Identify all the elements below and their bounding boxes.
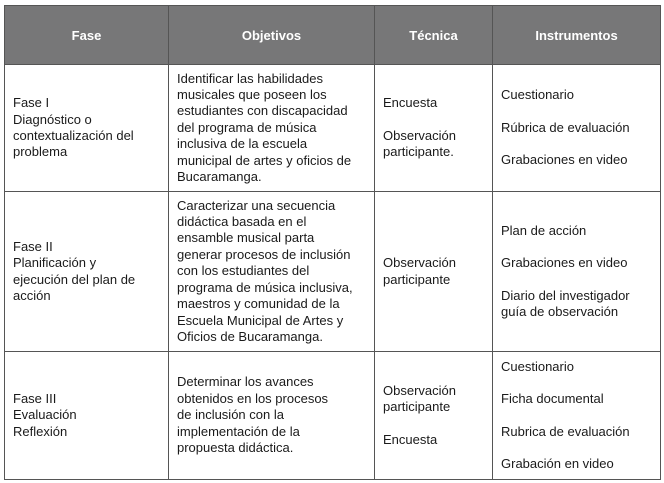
instrumento-line: Ficha documental [501, 391, 604, 407]
tecnica-cell [375, 192, 493, 352]
instrumento-item [501, 288, 652, 321]
fase-line: acción [13, 287, 51, 303]
fase-cell [5, 352, 169, 480]
instrumento-item [501, 87, 652, 103]
objetivo-line: implementación de la [177, 423, 300, 439]
fase-line: contextualización del [13, 128, 134, 143]
fase-line: Evaluación [13, 407, 77, 423]
fase-line: problema [13, 144, 68, 160]
tecnica-line: Observación [383, 382, 456, 398]
fase-line: Fase III [13, 390, 57, 406]
objetivos-cell [169, 65, 375, 192]
tecnica-line: Observación [383, 127, 456, 143]
tecnica-item [383, 432, 484, 448]
instrumento-line: Grabaciones en video [501, 152, 628, 168]
tecnica-item [383, 128, 484, 161]
objetivo-line: programa de música inclusiva, [177, 279, 353, 295]
objetivo-line: municipal de artes y oficios de [177, 152, 352, 168]
instrumento-item [501, 223, 652, 239]
objetivo-line: maestros y comunidad de la [177, 296, 340, 312]
instrumento-line: Rúbrica de evaluación [501, 119, 630, 135]
fase-line: Diagnóstico o [13, 111, 92, 127]
tecnica-line: participante. [383, 144, 454, 160]
instrumento-item [501, 255, 652, 271]
objetivo-line: musicales que poseen los [177, 86, 327, 102]
tecnica-cell [375, 65, 493, 192]
instrumentos-cell [493, 65, 661, 192]
instrumento-line: Plan de acción [501, 222, 587, 238]
instrumento-item [501, 359, 652, 375]
header-objetivos: Objetivos [169, 6, 375, 65]
objetivo-line: inclusiva de la escuela [177, 136, 308, 152]
instrumento-item [501, 456, 652, 472]
instrumento-line: Grabación en video [501, 455, 614, 471]
methodology-table [4, 5, 661, 480]
objetivos-cell [169, 352, 375, 480]
instrumento-item [501, 152, 652, 168]
fase-line: ejecución del plan de [13, 271, 136, 287]
table-row [5, 65, 661, 192]
instrumento-line: Cuestionario [501, 358, 574, 374]
objetivo-line: Determinar los avances [177, 374, 314, 390]
tecnica-item [383, 95, 484, 111]
fase-line: Fase I [13, 95, 50, 111]
instrumento-line: Cuestionario [501, 87, 574, 103]
instrumento-line: Grabaciones en video [501, 255, 628, 271]
tecnica-cell [375, 352, 493, 480]
fase-cell [5, 65, 169, 192]
header-row [5, 6, 661, 65]
objetivo-line: generar procesos de inclusión [177, 246, 351, 262]
tecnica-item [383, 255, 484, 288]
fase-cell [5, 192, 169, 352]
objetivo-line: ensamble musical parta [177, 230, 315, 246]
objetivos-cell [169, 192, 375, 352]
instrumento-item [501, 391, 652, 407]
instrumento-line: guía de observación [501, 303, 619, 319]
table-row [5, 352, 661, 480]
objetivo-line: Bucaramanga. [177, 169, 262, 185]
instrumento-line: Rubrica de evaluación [501, 423, 630, 439]
instrumento-line: Diario del investigador [501, 287, 630, 303]
header-fase: Fase [5, 6, 169, 65]
objetivo-line: de inclusión con la [177, 407, 284, 423]
methodology-table-container [4, 5, 660, 480]
objetivo-line: Caracterizar una secuencia [177, 197, 336, 213]
tecnica-line: participante [383, 399, 451, 415]
instrumento-item [501, 424, 652, 440]
fase-line: Planificación y [13, 255, 97, 271]
table-row [5, 192, 661, 352]
objetivo-line: didáctica basada en el [177, 214, 307, 230]
objetivo-line: propuesta didáctica. [177, 440, 294, 456]
fase-line: Reflexión [13, 423, 68, 439]
header-tecnica: Técnica [375, 6, 493, 65]
objetivo-line: Identificar las habilidades [177, 70, 323, 86]
objetivo-line: con los estudiantes del [177, 263, 310, 279]
objetivo-line: Escuela Municipal de Artes y [177, 312, 344, 328]
header-instrumentos: Instrumentos [493, 6, 661, 65]
objetivo-line: Oficios de Bucaramanga. [177, 328, 323, 344]
tecnica-line: Encuesta [383, 431, 438, 447]
instrumento-item [501, 120, 652, 136]
objetivo-line: del programa de música [177, 119, 317, 135]
tecnica-line: participante [383, 271, 451, 287]
tecnica-item [383, 383, 484, 416]
instrumentos-cell [493, 192, 661, 352]
fase-line: Fase II [13, 238, 53, 254]
tecnica-line: Encuesta [383, 95, 438, 111]
objetivo-line: obtenidos en los procesos [177, 390, 329, 406]
objetivo-line: estudiantes con discapacidad [177, 103, 348, 119]
instrumentos-cell [493, 352, 661, 480]
tecnica-line: Observación [383, 255, 456, 271]
